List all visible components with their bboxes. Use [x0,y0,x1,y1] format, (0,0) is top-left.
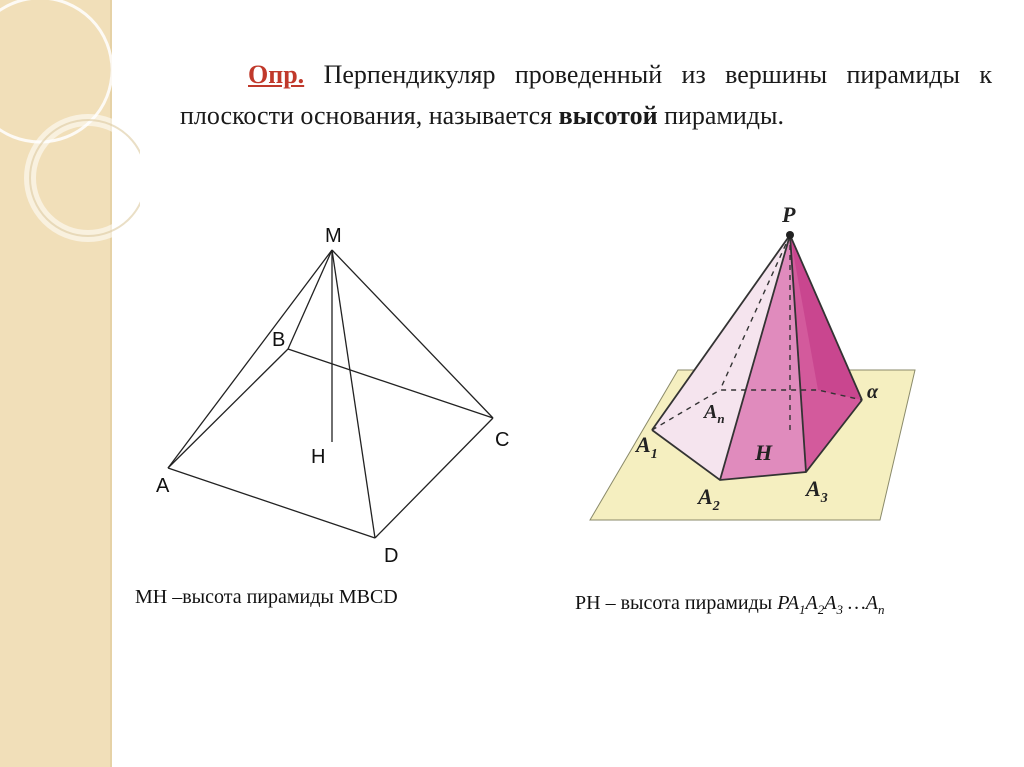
edge-ma [168,250,332,468]
label-h: H [311,446,326,468]
definition-text: Перпендикуляр проведенный из вершины пирамиды к плоскости основания, называется [180,60,993,130]
label-m: M [325,225,342,247]
left-figure-caption: MH –высота пирамиды MBCD [135,586,398,608]
edge-dc [375,418,493,538]
label-a1: $A_1$ [636,432,658,462]
label-an: $A_n$ [704,401,725,426]
edge-ad [168,468,375,538]
vertex-p [786,231,794,239]
pyramid-mbcd-diagram [140,210,540,580]
definition-text-end: пирамиды. [664,101,784,130]
edge-bc [288,349,493,418]
edge-mc [332,250,493,418]
decorative-circles [0,0,140,260]
edge-md [332,250,375,538]
label-c: C [495,429,510,451]
pyramid-pa-diagram [570,190,990,550]
label-a2: $A_2$ [698,484,720,514]
definition-highlight: высотой [558,101,658,130]
label-b: B [272,329,286,351]
label-p: P [782,202,796,227]
definition-term: Опр. [248,60,305,89]
label-a: A [156,475,170,497]
label-alpha: α [867,381,879,403]
label-d: D [384,545,399,567]
right-caption-formula: $PA_1A_2A_3$ $\dots A_n$ [777,592,885,617]
definition-paragraph [180,54,992,136]
right-caption-text: PH – высота пирамиды [575,592,778,614]
label-a3: $A_3$ [806,476,828,506]
edge-ab [168,349,288,468]
right-figure-caption [575,592,885,618]
label-h: H [755,440,773,465]
